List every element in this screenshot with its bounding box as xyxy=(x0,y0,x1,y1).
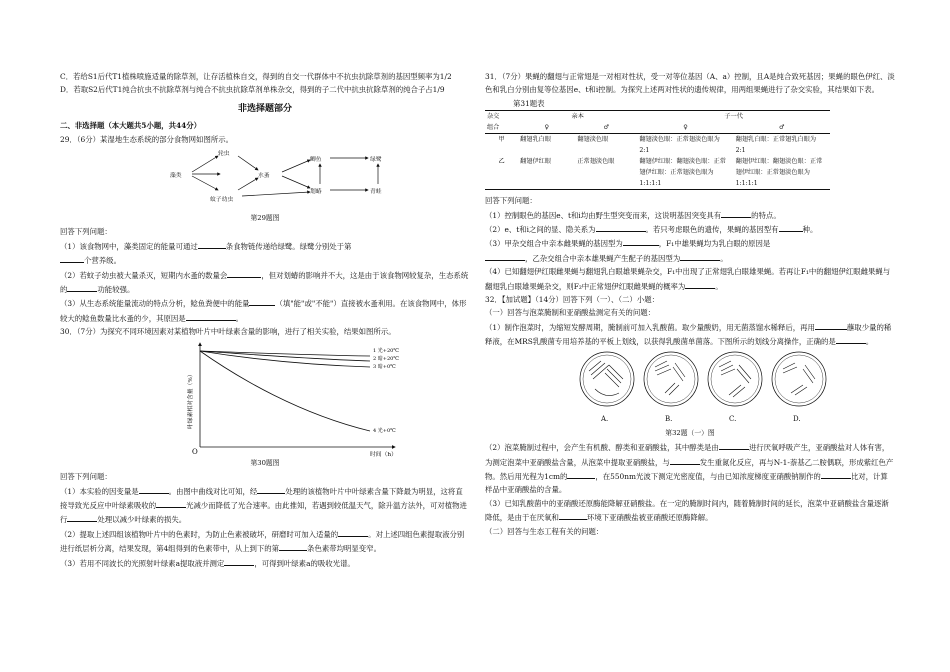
q32-head: 32．【加试题】（14分）回答下列（一）、（二）小题： xyxy=(485,295,659,305)
q29-part2: （2）若蚊子幼虫被大量杀灭，短期内水蚤的数量会 ，但对划蝽的影响并不大，这是由于该食物网较复杂，生态系统的 功能较强。 xyxy=(60,268,470,297)
q29-answer-head: 回答下列问题： xyxy=(60,227,112,237)
q30-answer-head: 回答下列问题： xyxy=(60,472,112,482)
q31-part4: （4）已知翻翅伊红眼雌果蝇与翻翅乳白眼雄果蝇杂交，F₁中出现了正常翅乳白眼雄果蝇。若再让F₁中的翻翅伊红眼雌果蝇与翻翅乳白眼雄果蝇杂交，则F₂中正常翅伊红眼雌果蝇的概率为 。 xyxy=(485,267,891,291)
series-label-4: 4 光+0℃ xyxy=(373,427,396,434)
curve-3 xyxy=(200,351,370,367)
streak-plates-figure xyxy=(575,349,835,427)
th-parent-female: ♀ xyxy=(544,124,549,132)
option-c: C．若给S1后代T1植株喷施适量的除草剂，让存活植株自交，得到的自交一代群体中不抗虫抗除草剂的基因型频率为1/2 xyxy=(60,72,452,81)
node-water-bug: 划蝽 xyxy=(310,189,322,196)
q29-part3: （3）从生态系统能量流动的特点分析，鲶鱼粪便中的能量 （填"能"或"不能"）直接被水蚤利用。在该食物网中，体形较大的鲶鱼数量比水蚤的少，其原因是 。 xyxy=(60,296,470,325)
th-f1-male: ♂ xyxy=(779,124,785,132)
q32-part2: （2）泡菜腌制过程中，会产生有机酸、醇类和亚硝酸盐，其中醇类是由 进行厌氧呼吸产生，亚硝酸盐对人体有害，为测定泡菜中亚硝酸盐含量，从泡菜中提取亚硝酸盐，与 发生重氮化反应，再与N-1-萘基乙二胺偶联，形成紫红色产物。然后用光程为1cm的 ，在550nm光波下测定光密度值，与由已知浓度梯度亚硝酸钠制作的 比对，计算样品中亚硝酸盐的含量。 xyxy=(485,440,895,497)
plate-label-a: A. xyxy=(601,414,609,423)
table-row: 乙 翻翅伊红眼 正常翅淡色眼 翻翅伊红眼：翻翅淡色眼：正常翅伊红眼：正常翅淡色眼为 1:1:1:1 翻翅伊红眼：翻翅淡色眼：正常翅伊红眼：正常翅淡色眼为 1:1:1:1 xyxy=(485,156,830,190)
q31-part3: （3）甲杂交组合中亲本雌果蝇的基因型为 ，F₁中雄果蝇均为乳白眼的原因是 ，乙杂交组合中亲本雄果蝇产生配子的基因型为 。 xyxy=(485,236,895,265)
q32-section-one: （一）回答与泡菜腌制和亚硝酸盐测定有关的问题： xyxy=(485,308,655,318)
q29-food-web-figure xyxy=(170,146,420,212)
table-row: 甲 翻翅乳白眼 翻翅淡色眼 翻翅淡色眼：正常翅淡色眼为 2:1 翻翅乳白眼：正常翅乳白眼为 2:1 xyxy=(498,136,817,155)
streak-lines xyxy=(589,361,815,397)
x-axis-label: 时间（h） xyxy=(370,451,397,457)
curve-2 xyxy=(200,351,370,361)
node-frog: 青蛙 xyxy=(370,189,382,196)
origin-label: O xyxy=(192,447,198,456)
series-label-1: 1 光+20℃ xyxy=(373,347,399,354)
q30-part1: （1）本实验的因变量是 。由图中曲线对比可知，经 处理的该植物叶片中叶绿素含量下降最为明显，这将直接导致光反应中叶绿素吸收的 光减少而降低了光合速率。由此推知，若遇到较低温天气，除升温方法外，可对植物进行 处理以减少叶绿素的损失。 xyxy=(60,484,470,527)
q32-part3: （3）已知乳酸菌中的亚硝酸还原酶能降解亚硝酸盐。在一定的腌制时间内，随着腌制时间的延长，泡菜中亚硝酸盐含量逐渐降低，是由于在厌氧和 环境下亚硝酸盐被亚硝酸还原酶降解。 xyxy=(485,498,889,523)
curve-1 xyxy=(200,351,370,356)
q31-answer-head: 回答下列问题： xyxy=(485,196,537,206)
series-label-3: 3 暗+0℃ xyxy=(373,363,396,370)
plates-caption: 第32题（一）图 xyxy=(665,428,715,437)
q29-caption: 第29题图 xyxy=(250,214,280,223)
th-parent: 亲本 xyxy=(571,113,584,121)
q30-part3: （3）若用不同波长的光照射叶绿素a提取液并测定 ，可得到叶绿素a的吸收光谱。 xyxy=(60,556,470,570)
th-cross: 杂交 xyxy=(487,113,500,121)
node-mosquito-larva: 蚊子幼虫 xyxy=(210,197,234,204)
q31-part1: （1）控制眼色的基因e、t和i均由野生型突变而来，这说明基因突变具有 的特点。 xyxy=(485,208,895,222)
right-column xyxy=(485,70,895,538)
table-caption: 第31题表 xyxy=(513,98,545,108)
y-axis-label: 叶绿素相对含量（%） xyxy=(188,371,194,429)
plate-label-c: C. xyxy=(729,414,737,423)
option-d: D．若取S2后代T1纯合抗虫不抗除草剂与纯合不抗虫抗除草剂单株杂交，得到的子二代中抗虫抗除草剂的纯合子占1/9 xyxy=(60,85,445,95)
q31-head: 31．（7分）果蝇的翻翅与正常翅是一对相对性状，受一对等位基因（A、a）控制，且A是纯合致死基因；果蝇的眼色伊红、淡色和乳白分别由复等位基因e、t和i控制。为探究上述两对性状的遗传规律，用两组果蝇进行了杂交实验，其结果如下表。 xyxy=(485,72,895,95)
q30-chart-svg xyxy=(180,339,410,457)
plates-svg xyxy=(575,349,835,413)
q31-part2: （2）e、t和i之间的显、隐关系为 。若只考虑眼色的遗传，果蝇的基因型有 种。 xyxy=(485,222,895,236)
q31-table xyxy=(485,110,830,190)
section-subtitle: 二、非选择题（本大题共5小题，共44分） xyxy=(60,121,202,131)
q30-part2: （2）提取上述四组该植物叶片中的色素时，为防止色素被破坏，研磨时可加入适量的 。对上述四组色素提取液分别进行纸层析分离，结果发现，第4组得到的色素带中，从上到下的第 条色素带均明显变窄。 xyxy=(60,527,470,556)
node-algae: 藻类 xyxy=(170,173,182,180)
food-web-arrows xyxy=(170,146,420,204)
section-title: 非选择题部分 xyxy=(237,103,292,114)
series-label-2: 2 暗+20℃ xyxy=(373,355,399,362)
q32-part1: （1）制作泡菜时，为缩短发酵周期，腌制前可加入乳酸菌。取少量酸奶，用无菌蒸馏水稀释后，再用 蘸取少量的稀释液，在MRS乳酸菌专用培养基的平板上划线，以获得乳酸菌单菌落。下图所示的划线分离操作，正确的是 。 xyxy=(485,320,895,349)
left-column xyxy=(60,70,470,570)
node-water-flea: 水蚤 xyxy=(258,173,270,180)
plate-label-d: D. xyxy=(793,414,801,423)
q29-head: 29．（6分）某湿地生态系统的部分食物网如图所示。 xyxy=(60,134,234,144)
plate-label-b: B. xyxy=(665,414,673,423)
q32-section-two: （二）回答与生态工程有关的问题： xyxy=(485,526,604,536)
th-f1-female: ♀ xyxy=(683,124,688,132)
q30-head: 30．（7分）为探究不同环境因素对某植物叶片中叶绿素含量的影响，进行了相关实验，结果如图所示。 xyxy=(60,327,396,337)
th-parent-male: ♂ xyxy=(603,124,610,132)
node-crucian: 鲫鱼 xyxy=(310,157,322,164)
th-f1: 子一代 xyxy=(724,113,743,121)
node-egret: 绿鹭 xyxy=(370,157,382,164)
node-rotifer: 轮虫 xyxy=(218,151,230,158)
q30-chart xyxy=(180,339,410,457)
q29-part1: （1）该食物网中，藻类固定的能量可通过 条食物链传递给绿鹭。绿鹭分别处于第 个营养级。 xyxy=(60,239,470,268)
curve-4 xyxy=(200,351,370,431)
q30-caption: 第30题图 xyxy=(250,458,280,467)
th-group: 组合 xyxy=(487,124,500,132)
